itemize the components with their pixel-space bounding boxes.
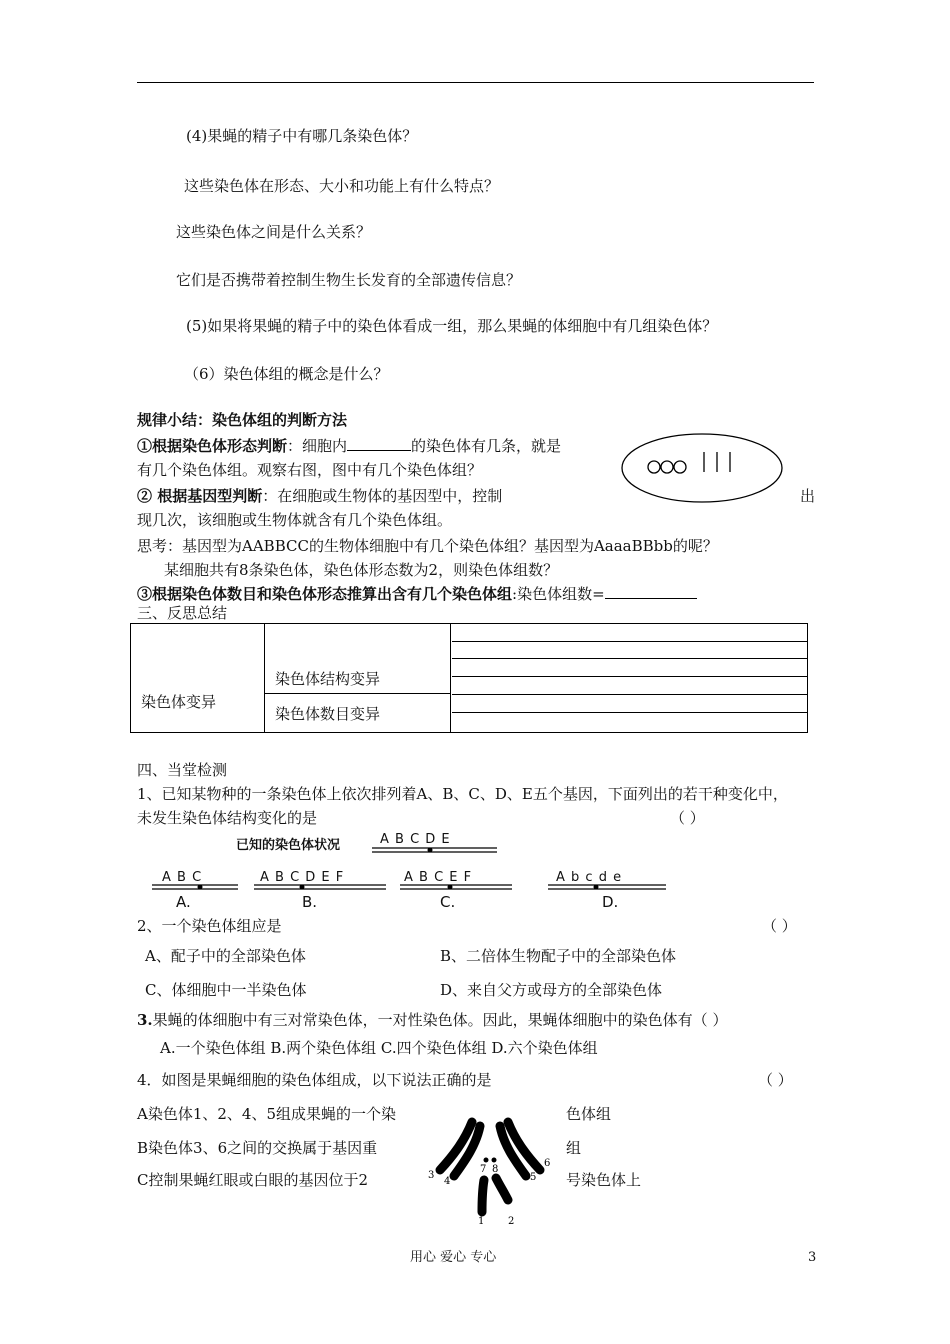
check-q3-text: 果蝇的体细胞中有三对常染色体，一对性染色体。因此，果蝇体细胞中的染色体有（ ） bbox=[152, 1011, 728, 1029]
check-q1-a: 1、已知某物种的一条染色体上依次排列着A、B、C、D、E五个基因，下面列出的若干种变化中， bbox=[137, 785, 788, 803]
reflect-answer-line-1 bbox=[452, 641, 808, 642]
fly-label-3: 3 bbox=[428, 1170, 435, 1181]
reflect-answer-area bbox=[451, 624, 808, 733]
question-5: (5)如果将果蝇的精子中的染色体看成一组，那么果蝇的体细胞中有几组染色体？ bbox=[186, 317, 718, 335]
think-1: 思考：基因型为AABBCC的生物体细胞中有几个染色体组？基因型为AaaaBBbb的呢？ bbox=[137, 537, 718, 555]
fly-label-2: 2 bbox=[508, 1216, 515, 1227]
summary-title: 规律小结：染色体组的判断方法 bbox=[137, 411, 348, 429]
reflect-answer-line-4 bbox=[452, 694, 808, 695]
footer-motto: 用心 爱心 专心 bbox=[410, 1250, 497, 1265]
method-1-blank bbox=[347, 436, 411, 451]
question-4a: 这些染色体在形态、大小和功能上有什么特点？ bbox=[184, 177, 500, 195]
chromosome-7 bbox=[484, 1158, 489, 1163]
round-chromosome-1 bbox=[648, 461, 660, 473]
reflect-answer-line-5 bbox=[452, 712, 808, 713]
method-3-line bbox=[137, 584, 697, 604]
question-6: （6）染色体组的概念是什么？ bbox=[184, 365, 389, 383]
reflect-number: 染色体数目变异 bbox=[265, 694, 451, 733]
chromosome-ellipse-figure bbox=[620, 432, 785, 504]
check-heading: 四、当堂检测 bbox=[137, 761, 228, 779]
round-chromosome-2 bbox=[661, 461, 673, 473]
option-c-label: C. bbox=[440, 893, 456, 911]
question-4c: 它们是否携带着控制生物生长发育的全部遗传信息？ bbox=[176, 271, 522, 289]
check-q4-a-right: 色体组 bbox=[566, 1105, 612, 1123]
check-q4: 4．如图是果蝇细胞的染色体组成，以下说法正确的是 bbox=[137, 1071, 492, 1089]
option-d-genes: A b c d e bbox=[556, 870, 623, 885]
check-q2-paren: （ ） bbox=[762, 917, 797, 935]
check-q2-b: B、二倍体生物配子中的全部染色体 bbox=[440, 947, 677, 965]
method-2-text-c: 现几次，该细胞或生物体就含有几个染色体组。 bbox=[137, 511, 453, 529]
check-q2-d: D、来自父方或母方的全部染色体 bbox=[440, 981, 663, 999]
check-q3-number: 3. bbox=[137, 1011, 153, 1029]
chromosome-1 bbox=[482, 1180, 484, 1212]
fly-label-1: 1 bbox=[478, 1216, 485, 1227]
check-q4-c-right: 号染色体上 bbox=[566, 1171, 642, 1189]
reflect-answer-line-2 bbox=[452, 658, 808, 659]
reflect-heading: 三、反思总结 bbox=[137, 604, 228, 622]
method-2-text-a: ：在细胞或生物体的基因型中，控制 bbox=[262, 487, 503, 505]
method-1-label: ①根据染色体形态判断 bbox=[137, 437, 288, 455]
check-q1-b: 未发生染色体结构变化的是 bbox=[137, 809, 318, 827]
known-genes: A B C D E bbox=[380, 832, 451, 847]
think-2: 某细胞共有8条染色体，染色体形态数为2，则染色体组数？ bbox=[164, 561, 559, 579]
option-a-label: A. bbox=[176, 893, 191, 911]
question-4: (4)果蝇的精子中有哪几条染色体？ bbox=[186, 127, 418, 145]
option-a-genes: A B C bbox=[162, 870, 203, 885]
check-q2-c: C、体细胞中一半染色体 bbox=[145, 981, 307, 999]
question-4b: 这些染色体之间是什么关系？ bbox=[176, 223, 372, 241]
method-3-blank bbox=[605, 584, 697, 599]
check-q4-b-left: B染色体3、6之间的交换属于基因重 bbox=[137, 1139, 378, 1157]
fly-label-7: 7 bbox=[480, 1164, 487, 1175]
fly-label-6: 6 bbox=[544, 1158, 551, 1169]
check-q4-b-right: 组 bbox=[566, 1139, 582, 1157]
chromosome-8 bbox=[492, 1158, 497, 1163]
check-q3-line bbox=[137, 1010, 727, 1030]
option-d-label: D. bbox=[602, 893, 619, 911]
check-q2-a: A、配子中的全部染色体 bbox=[145, 947, 306, 965]
check-q3-options: A.一个染色体组 B.两个染色体组 C.四个染色体组 D.六个染色体组 bbox=[160, 1039, 598, 1057]
option-b-label: B. bbox=[302, 893, 318, 911]
fig-title: 已知的染色体状况 bbox=[236, 838, 341, 853]
fly-label-5: 5 bbox=[530, 1172, 537, 1183]
chromosome-2 bbox=[496, 1178, 508, 1200]
reflect-table bbox=[130, 623, 808, 733]
fruit-fly-chromosome-figure bbox=[420, 1112, 560, 1227]
reflect-structure: 染色体结构变异 bbox=[265, 624, 451, 694]
method-1-text-b: 的染色体有几条，就是 bbox=[411, 437, 562, 455]
reflect-row-label: 染色体变异 bbox=[131, 624, 265, 733]
check-q4-paren: （ ） bbox=[758, 1071, 793, 1089]
cell-ellipse bbox=[622, 434, 782, 502]
check-q4-c-left: C控制果蝇红眼或白眼的基因位于2 bbox=[137, 1171, 369, 1189]
method-2-text-b: 出 bbox=[800, 487, 816, 505]
option-chromosome-bars bbox=[152, 882, 672, 892]
reflect-answer-line-3 bbox=[452, 676, 808, 677]
fly-label-4: 4 bbox=[444, 1176, 451, 1187]
page-number: 3 bbox=[808, 1250, 817, 1265]
header-rule bbox=[137, 82, 814, 83]
method-2-label: ② 根据基因型判断 bbox=[137, 487, 263, 505]
method-2-line bbox=[137, 486, 502, 506]
fly-label-8: 8 bbox=[492, 1164, 499, 1175]
method-3-text: :染色体组数= bbox=[512, 585, 605, 603]
round-chromosome-3 bbox=[674, 461, 686, 473]
option-b-genes: A B C D E F bbox=[260, 870, 345, 885]
known-chromosome-bar bbox=[372, 845, 497, 855]
known-centromere bbox=[428, 848, 433, 853]
method-3-label: ③根据染色体数目和染色体形态推算出含有几个染色体组 bbox=[137, 585, 513, 603]
method-1-text-c: 有几个染色体组。观察右图，图中有几个染色体组？ bbox=[137, 461, 483, 479]
check-q1-paren: （ ） bbox=[670, 809, 705, 827]
method-1-text-a: ：细胞内 bbox=[287, 437, 348, 455]
check-q4-a-left: A染色体1、2、4、5组成果蝇的一个染 bbox=[137, 1105, 397, 1123]
check-q2: 2、一个染色体组应是 bbox=[137, 917, 282, 935]
option-c-genes: A B C E F bbox=[404, 870, 473, 885]
method-1-line bbox=[137, 436, 561, 456]
